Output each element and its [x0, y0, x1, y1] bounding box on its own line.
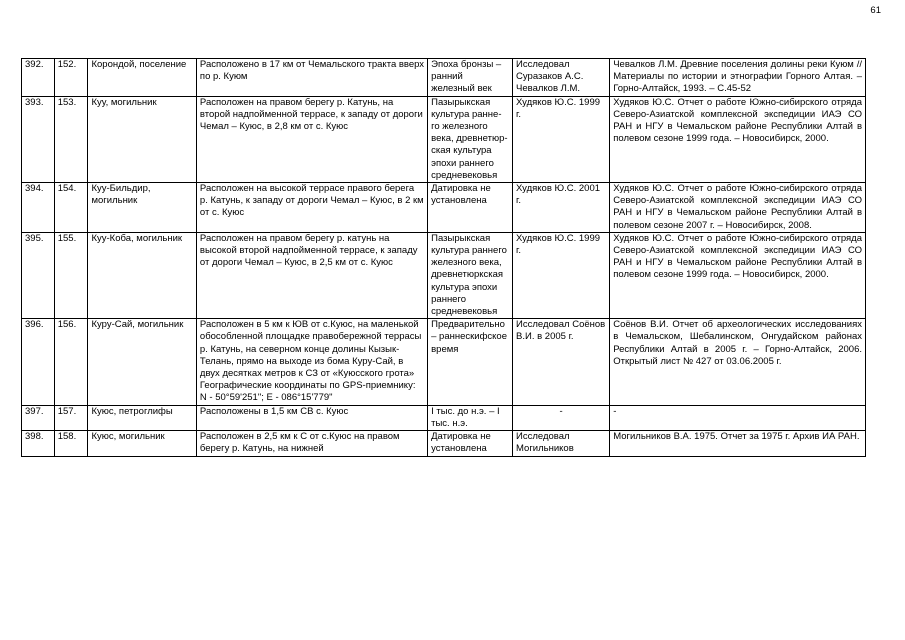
table-row [22, 319, 866, 405]
cell-sub-number: 158. [54, 431, 88, 456]
cell-number: 394. [22, 183, 55, 233]
cell-source: - [610, 405, 866, 430]
cell-location: Расположено в 17 км от Чемальского тракта вверх по р. Куюм [196, 59, 427, 97]
cell-sub-number: 154. [54, 183, 88, 233]
cell-number: 393. [22, 96, 55, 182]
monuments-table [21, 58, 866, 457]
cell-researcher: Худяков Ю.С. 1999 г. [513, 232, 610, 318]
cell-location: Расположены в 1,5 км СВ с. Куюс [196, 405, 427, 430]
cell-location: Расположен на высокой террасе правого берега р. Катунь, к западу от дороги Чемал – Куюс, в 2 км от с. Куюс [196, 183, 427, 233]
cell-source: Худяков Ю.С. Отчет о работе Южно-сибирского отряда Северо-Азиатской комплексной экспедиции ИАЭ СО РАН и НГУ в Чемальском районе Республики Алтай в полевом сезоне 2007 г. – Новосибирск, 2008. [610, 183, 866, 233]
cell-location: Расположен в 5 км к ЮВ от с.Куюс, на маленькой обособленной площадке правобережной террасы р. Катунь, на северном конце долины Кызык-Телань, прямо на выходе из бома Куру-Сай, в двух десятках метров к СЗ от «Куюсского грота» Географические координаты по GPS-приемнику: N - 50°59'251"; E - 086°15'779" [196, 319, 427, 405]
cell-number: 398. [22, 431, 55, 456]
cell-number: 397. [22, 405, 55, 430]
cell-source: Худяков Ю.С. Отчет о работе Южно-сибирского отряда Северо-Азиатской комплексной экспедиции ИАЭ СО РАН и НГУ в Чемальском районе Республики Алтай в полевом сезоне 1999 года. – Новосибирск, 2000. [610, 232, 866, 318]
cell-researcher: Худяков Ю.С. 1999 г. [513, 96, 610, 182]
table-row [22, 405, 866, 430]
cell-sub-number: 155. [54, 232, 88, 318]
cell-monument-name: Куру-Сай, могильник [88, 319, 196, 405]
table-row [22, 96, 866, 182]
page-number: 61 [870, 5, 881, 16]
cell-monument-name: Куюс, петроглифы [88, 405, 196, 430]
cell-location: Расположен в 2,5 км к С от с.Куюс на правом берегу р. Катунь, на нижней [196, 431, 427, 456]
cell-source: Могильников В.А. 1975. Отчет за 1975 г. Архив ИА РАН. [610, 431, 866, 456]
table-row [22, 183, 866, 233]
table-row [22, 232, 866, 318]
cell-epoch: Пазырыкская культура ранне-го железного века, древнетюр-ская культура эпохи раннего средневековья [428, 96, 513, 182]
cell-epoch: Пазырыкская культура раннего железного века, древнетюркская культура эпохи раннего средневековья [428, 232, 513, 318]
cell-sub-number: 157. [54, 405, 88, 430]
table-row [22, 59, 866, 97]
cell-researcher: - [513, 405, 610, 430]
cell-sub-number: 152. [54, 59, 88, 97]
cell-researcher: Исследовал Соёнов В.И. в 2005 г. [513, 319, 610, 405]
cell-monument-name: Куу-Бильдир, могильник [88, 183, 196, 233]
cell-number: 395. [22, 232, 55, 318]
cell-location: Расположен на правом берегу р. Катунь, на второй надпойменной террасе, к западу от дороги Чемал – Куюс, в 2,8 км от с. Куюс [196, 96, 427, 182]
cell-source: Чевалков Л.М. Древние поселения долины реки Куюм // Материалы по истории и этнографии Горного Алтая. – Горно-Алтайск, 1993. – С.45-52 [610, 59, 866, 97]
cell-epoch: Датировка не установлена [428, 431, 513, 456]
cell-sub-number: 156. [54, 319, 88, 405]
cell-epoch: Эпоха бронзы – ранний железный век [428, 59, 513, 97]
cell-epoch: Датировка не установлена [428, 183, 513, 233]
cell-location: Расположен на правом берегу р. катунь на высокой второй надпойменной террасе, к западу от дороги Чемал – Куюс, в 2,5 км от с. Куюс [196, 232, 427, 318]
cell-epoch: I тыс. до н.э. – I тыс. н.э. [428, 405, 513, 430]
cell-monument-name: Куу-Коба, могильник [88, 232, 196, 318]
cell-researcher: Исследовал Могильников [513, 431, 610, 456]
cell-number: 396. [22, 319, 55, 405]
cell-monument-name: Куу, могильник [88, 96, 196, 182]
cell-monument-name: Корондой, поселение [88, 59, 196, 97]
cell-researcher: Худяков Ю.С. 2001 г. [513, 183, 610, 233]
cell-epoch: Предварительно – раннескифское время [428, 319, 513, 405]
cell-source: Соёнов В.И. Отчет об археологических исследованиях в Чемальском, Шебалинском, Онгудайском районах Республики Алтай в 2005 г. – Горно-Алтайск, 2006. Открытый лист № 427 от 03.06.2005 г. [610, 319, 866, 405]
table-body [22, 59, 866, 457]
cell-source: Худяков Ю.С. Отчет о работе Южно-сибирского отряда Северо-Азиатской комплексной экспедиции ИАЭ СО РАН и НГУ в Чемальском районе Республики Алтай в полевом сезоне 1999 года. – Новосибирск, 2000. [610, 96, 866, 182]
cell-monument-name: Куюс, могильник [88, 431, 196, 456]
cell-number: 392. [22, 59, 55, 97]
cell-sub-number: 153. [54, 96, 88, 182]
table-row [22, 431, 866, 456]
cell-researcher: Исследовал Суразаков А.С. Чевалков Л.М. [513, 59, 610, 97]
